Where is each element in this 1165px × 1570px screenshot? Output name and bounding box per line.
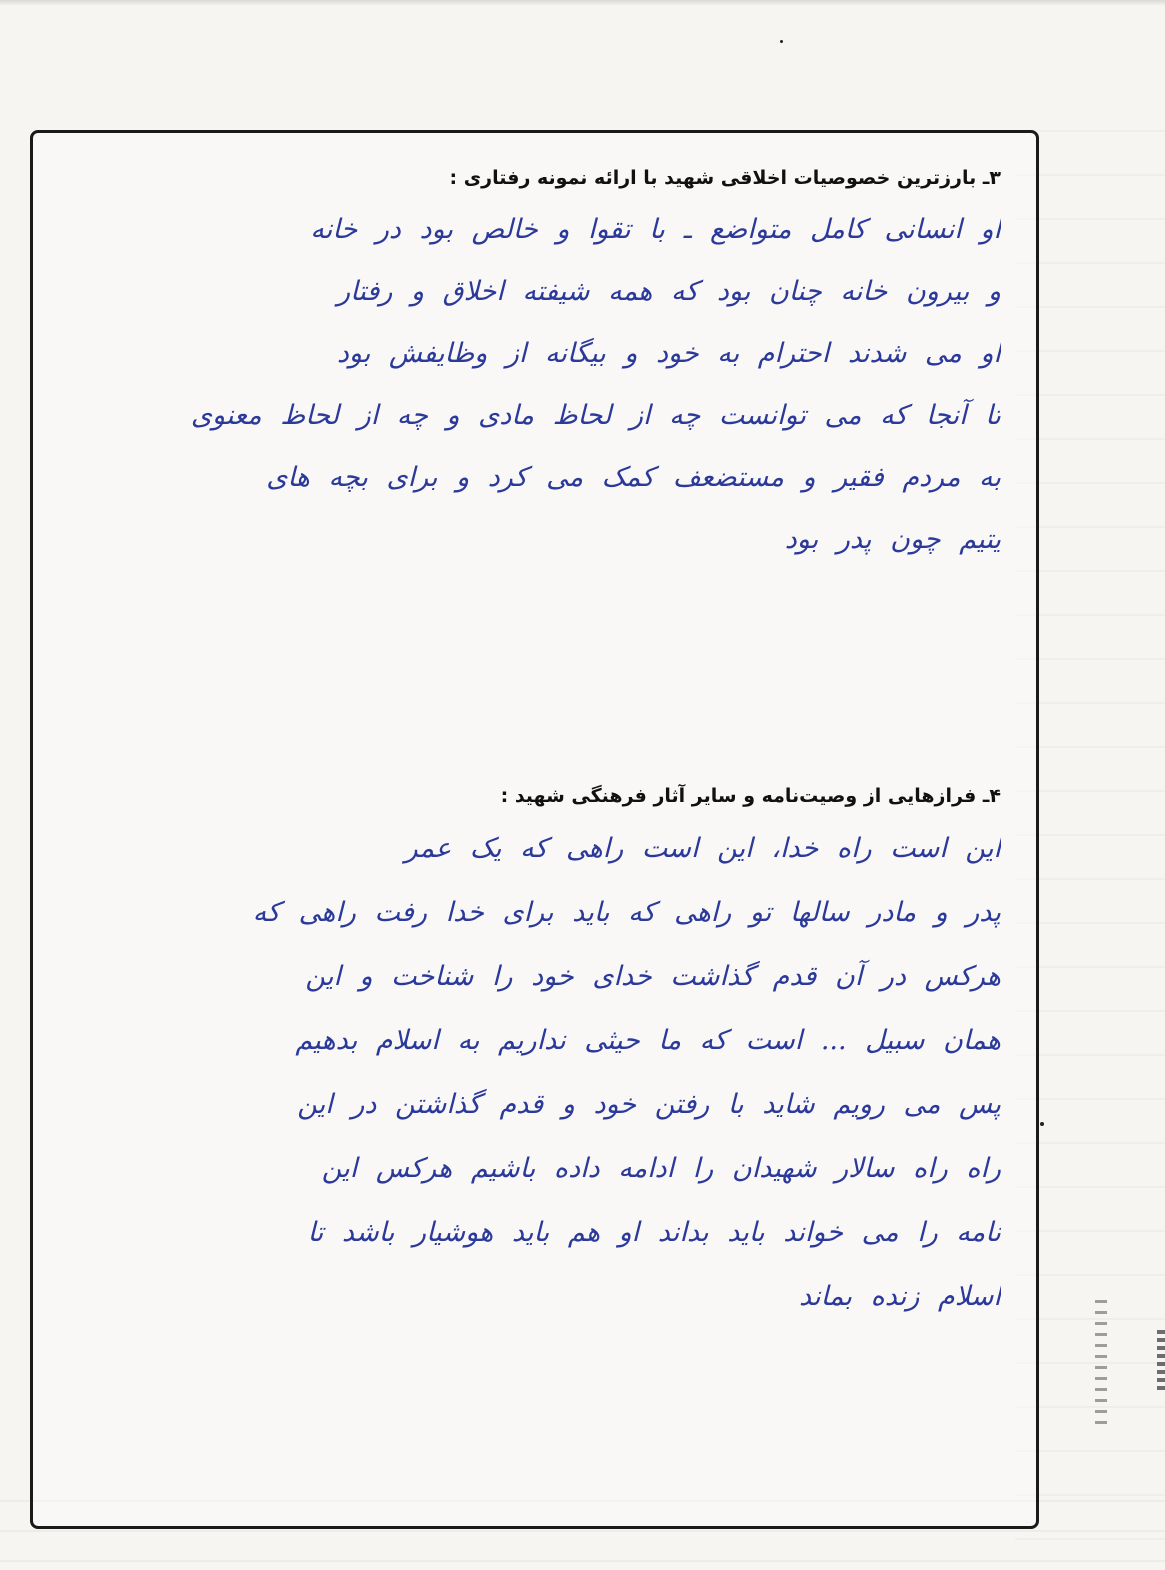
- section-2-handwriting: [73, 817, 1001, 1329]
- section-2-heading: ۴ـ فرازهایی از وصیت‌نامه و سایر آثار فرهنگی شهید :: [500, 785, 1001, 807]
- form-frame: [30, 130, 1039, 1529]
- section-will-excerpts: [73, 781, 1001, 1329]
- ink-speck: [780, 40, 783, 43]
- ink-speck: [1040, 1122, 1044, 1126]
- handwritten-line: هرکس در آن قدم گذاشت خدای خود را شناخت و این: [305, 961, 1001, 992]
- handwritten-line: راه راه سالار شهیدان را ادامه داده باشیم هرکس این: [321, 1153, 1001, 1184]
- handwritten-line: یتیم چون پدر بود: [784, 524, 1001, 555]
- section-1-handwriting: [73, 199, 1001, 571]
- handwritten-line: پدر و مادر سالها تو راهی که باید برای خدا رفت راهی که: [252, 897, 1001, 928]
- handwritten-line: تا آنجا که می توانست چه از لحاظ مادی و چه از لحاظ معنوی: [190, 400, 1001, 431]
- margin-marks: [1095, 1300, 1107, 1430]
- handwritten-line: همان سبیل ... است که ما حیثی نداریم به اسلام بدهیم: [295, 1025, 1001, 1056]
- handwritten-line: او انسانی کامل متواضع ـ با تقوا و خالص بود در خانه: [310, 214, 1001, 245]
- handwritten-line: و بیرون خانه چنان بود که همه شیفته اخلاق و رفتار: [337, 276, 1001, 307]
- section-moral-traits: [73, 163, 1001, 571]
- scan-edge: [0, 0, 1165, 6]
- handwritten-line: اسلام زنده بماند: [798, 1281, 1001, 1312]
- handwritten-line: او می شدند احترام به خود و بیگانه از وظایفش بود: [336, 338, 1001, 369]
- section-1-heading: ۳ـ بارزترین خصوصیات اخلاقی شهید با ارائه نمونه رفتاری :: [449, 167, 1001, 189]
- handwritten-line: نامه را می خواند باید بداند او هم باید هوشیار باشد تا: [307, 1217, 1001, 1248]
- handwritten-line: به مردم فقیر و مستضعف کمک می کرد و برای بچه های: [266, 462, 1001, 493]
- handwritten-line: این است راه خدا، این است راهی که یک عمر: [404, 833, 1001, 864]
- handwritten-line: پس می رویم شاید با رفتن خود و قدم گذاشتن در این: [297, 1089, 1001, 1120]
- edge-marks: [1157, 1330, 1165, 1390]
